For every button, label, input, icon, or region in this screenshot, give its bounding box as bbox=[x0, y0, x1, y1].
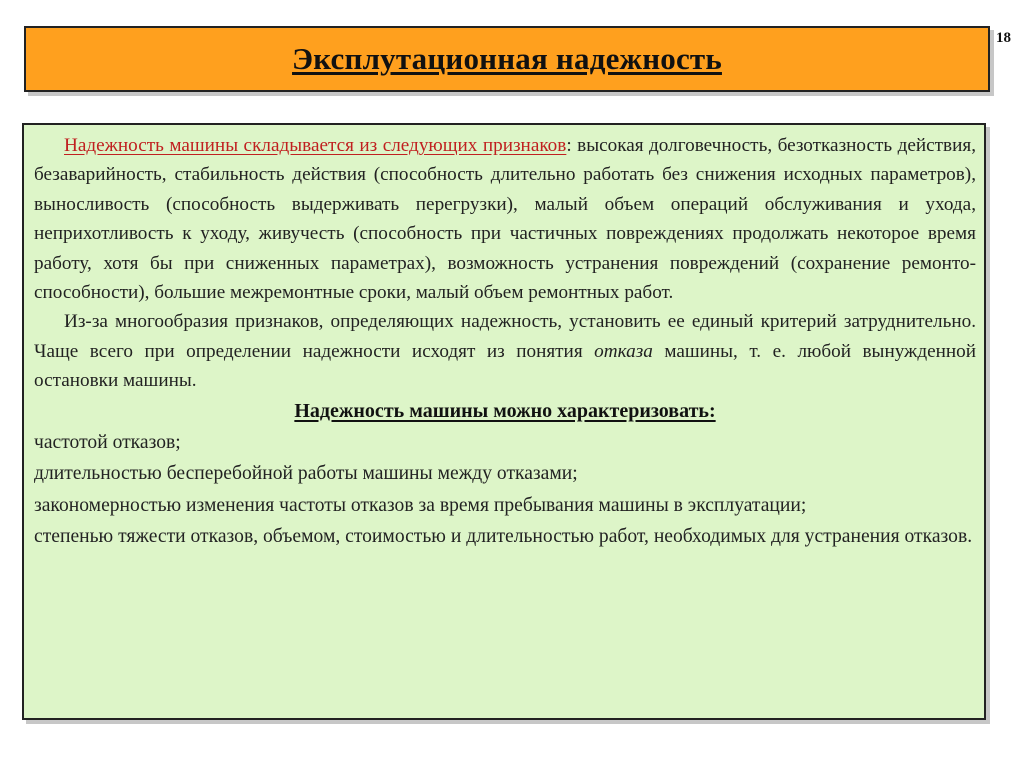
reliability-features-text: : высокая долговечность, безотказность действия, безаварийность, стабильность действия (способность длительно работать без снижения исходных параметров), выносливость (способность выдерживать перегрузки), малый объем операций обслуживания и ухода, неприхотливость к уходу, живучесть (способность при частичных повреждениях продолжать некоторое время работу, хотя бы при сниженных параметрах), возможность устранения повреждений (сохранение ремонто-способности), большие межремонтные сроки, малый объем ремонтных работ. bbox=[34, 135, 977, 304]
slide-title: Эксплутационная надежность bbox=[292, 41, 722, 76]
reliability-paragraph bbox=[34, 131, 976, 307]
list-item: частотой отказов; bbox=[34, 431, 181, 453]
failure-term: отказа bbox=[594, 340, 653, 362]
list-item: степенью тяжести отказов, объемом, стоимостью и длительностью работ, необходимых для устранения отказов. bbox=[34, 526, 973, 548]
characteristics-heading: Надежность машины можно характеризовать: bbox=[294, 399, 716, 422]
characteristics-list bbox=[34, 427, 976, 553]
list-item: закономерностью изменения частоты отказов за время пребывания машины в эксплуатации; bbox=[34, 494, 807, 516]
page-number: 18 bbox=[996, 30, 1011, 46]
failure-text-start: Из-за многообразия признаков, определяющих надежность, установить ее единый критерий затруднительно. Чаще всего при определении надежности исходят из понятия bbox=[34, 311, 976, 362]
list-item: длительностью бесперебойной работы машины между отказами; bbox=[34, 463, 578, 485]
reliability-lead-text: Надежность машины складывается из следующих признаков bbox=[64, 135, 567, 156]
failure-paragraph bbox=[34, 307, 976, 395]
content-box bbox=[22, 123, 986, 720]
title-bar bbox=[24, 26, 990, 92]
failure-text-end: машины, т. е. любой вынужденной остановки машины. bbox=[34, 340, 976, 392]
